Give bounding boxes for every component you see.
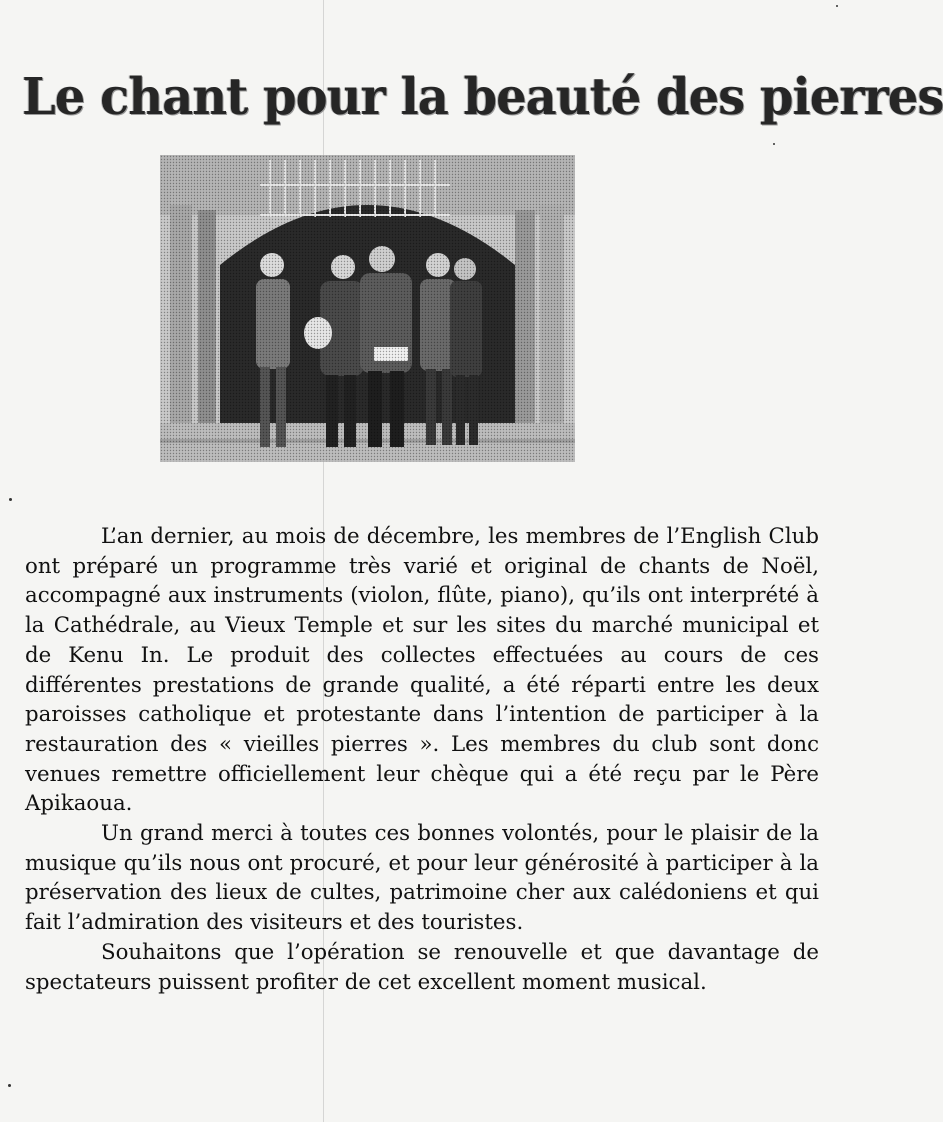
article-paragraph-2: Un grand merci à toutes ces bonnes volontés, pour le plaisir de la musique qu’ils nous ont procuré, et pour leur générosité à participer à la préservation des lieux de cultes, patrimoine cher aux calédoniens et qui fait l’admiration des visiteurs et des touristes. xyxy=(25,821,819,936)
article-paragraph-3: Souhaitons que l’opération se renouvelle et que davantage de spectateurs puissent profiter de cet excellent moment musical. xyxy=(25,939,819,995)
article-body xyxy=(25,522,819,997)
scan-speck xyxy=(836,5,838,7)
page-title: Le chant pour la beauté des pierres xyxy=(22,67,943,127)
scan-speck xyxy=(9,498,12,501)
photo-image xyxy=(160,155,575,462)
scan-speck xyxy=(773,143,775,145)
scan-speck xyxy=(8,1084,11,1087)
article-photo xyxy=(160,155,575,462)
article-paragraph-1: L’an dernier, au mois de décembre, les membres de l’English Club ont préparé un programme très varié et original de chants de Noël, accompagné aux instruments (violon, flûte, piano), qu’ils ont interprété à la Cathédrale, au Vieux Temple et sur les sites du marché municipal et de Kenu In. Le produit des collectes effectuées au cours de ces différentes prestations de grande qualité, a été réparti entre les deux paroisses catholique et protestante dans l’intention de participer à la restauration des « vieilles pierres ». Les membres du club sont donc venues remettre officiellement leur chèque qui a été reçu par le Père Apikaoua. xyxy=(25,524,819,817)
